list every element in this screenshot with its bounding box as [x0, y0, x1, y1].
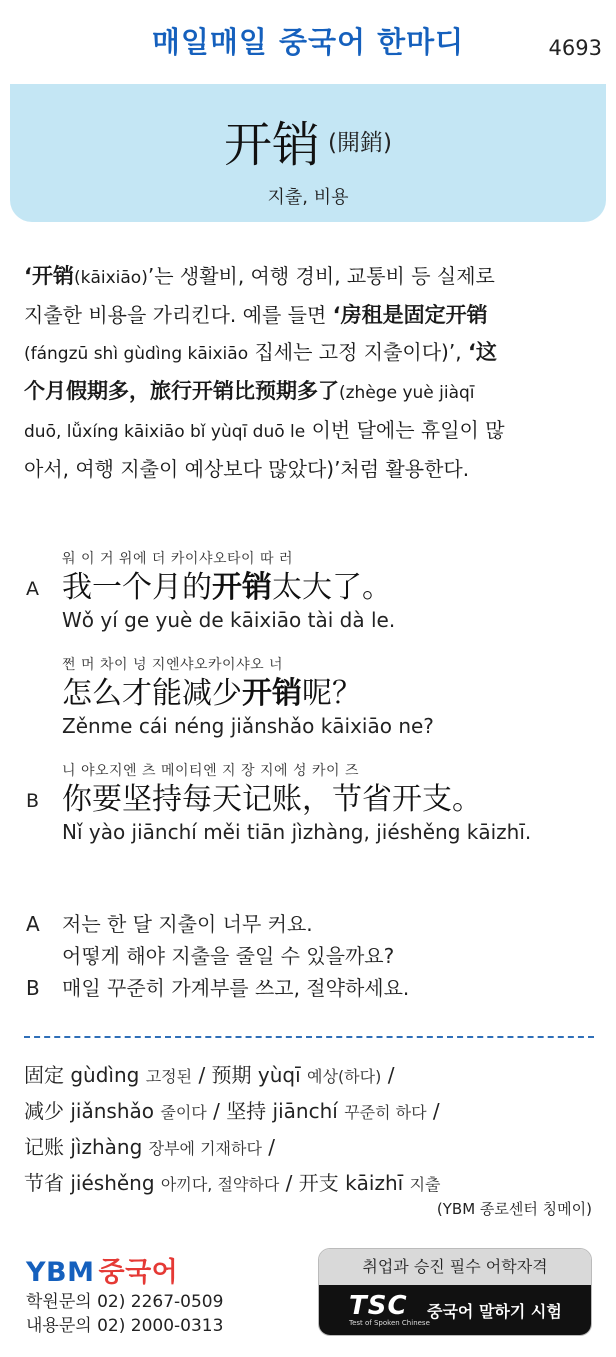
explanation-line [24, 297, 602, 334]
pronunciation-hint: 워 이 거 위에 더 카이샤오타이 따 러 [62, 551, 293, 567]
sentence-text: 我一个月的 [62, 570, 212, 605]
vocab-meaning: 고정된 [145, 1067, 193, 1086]
word-meaning: 지출, 비용 [267, 187, 349, 208]
explanation-pinyin: (zhège yuè jiàqī [339, 383, 475, 403]
author-credit: (YBM 종로센터 칭메이) [436, 1200, 592, 1218]
vocab-meaning: 장부에 기재하다 [148, 1139, 262, 1158]
sentence-text: 怎么才能减少 [62, 676, 242, 711]
speaker-label: B [26, 976, 40, 1000]
explanation-text: 지출한 비용을 가리킨다. 예를 들면 [24, 303, 333, 327]
explanation-text: ’는 생활비, 여행 경비, 교통비 등 실제로 [147, 264, 495, 288]
explanation-line [24, 334, 602, 373]
translation-line [26, 972, 409, 1004]
chinese-sentence [62, 674, 610, 714]
vocab-term: 记账 jìzhàng [24, 1135, 149, 1159]
dashed-divider [24, 1036, 594, 1038]
explanation-line [24, 373, 602, 412]
translation [26, 908, 409, 1004]
vocabulary [24, 1058, 441, 1202]
tsc-tagline: 취업과 승진 필수 어학자격 [319, 1249, 591, 1285]
sentence-text: 呢？ [302, 676, 362, 711]
pinyin-sentence: Zěnme cái néng jiǎnshǎo kāixiāo ne? [62, 714, 434, 738]
pronunciation-hint: 쩐 머 차이 넝 지엔샤오카이샤오 너 [62, 657, 284, 673]
translation-text: 저는 한 달 지출이 너무 커요. [62, 912, 313, 936]
series-title: 매일매일 중국어 한마디 [151, 25, 465, 59]
keyword-highlight: 开销 [242, 676, 302, 711]
speaker-label: B [26, 790, 40, 812]
word-hanzi: 开销 [224, 117, 321, 173]
explanation-paragraph [24, 258, 602, 488]
vocab-term: / 开支 kāizhī [279, 1171, 410, 1195]
explanation-pinyin: (kāixiāo) [73, 268, 148, 288]
tsc-logo-subtitle: Test of Spoken Chinese [349, 1319, 430, 1327]
vocab-term: 节省 jiéshěng [24, 1171, 161, 1195]
vocab-separator: / [426, 1099, 440, 1123]
chinese-sentence [62, 780, 610, 820]
vocab-term: 减少 jiǎnshǎo [24, 1099, 161, 1123]
keyword-highlight: 开销 [212, 570, 272, 605]
explanation-line [24, 451, 602, 488]
pinyin-sentence: Wǒ yí ge yuè de kāixiāo tài dà le. [62, 608, 396, 632]
explanation-text: 이번 달에는 휴일이 많 [305, 418, 505, 442]
tsc-banner [318, 1248, 592, 1336]
pinyin-sentence: Nǐ yào jiānchí měi tiān jìzhàng, jiéshěng kāizhī. [62, 820, 532, 844]
explanation-hanzi: ‘房租是固定开销 [332, 303, 488, 327]
word-line [10, 106, 606, 175]
dialogue-line [20, 760, 610, 848]
contact-academy: 학원문의 02) 2267-0509 [26, 1292, 224, 1312]
sentence-text: 太大了。 [272, 570, 392, 605]
word-box [10, 84, 606, 222]
explanation-text: 집세는 고정 지출이다)’, [248, 340, 468, 364]
header [0, 0, 616, 84]
speaker-label: A [26, 578, 39, 600]
explanation-line [24, 412, 602, 451]
translation-line [26, 908, 409, 940]
tsc-logo: TSC [349, 1291, 408, 1321]
vocab-row [24, 1130, 441, 1166]
explanation-pinyin: (fángzū shì gùdìng kāixiāo [24, 344, 249, 364]
vocab-meaning: 꾸준히 하다 [344, 1103, 427, 1122]
translation-text: 어떻게 해야 지출을 줄일 수 있을까요? [62, 944, 395, 968]
explanation-hanzi: ‘开销 [24, 264, 74, 288]
vocab-row [24, 1166, 441, 1202]
vocab-meaning: 줄이다 [160, 1103, 207, 1122]
dialogue [20, 548, 610, 866]
speaker-label: A [26, 912, 40, 936]
vocab-meaning: 예상(하다) [307, 1067, 382, 1086]
tsc-bar [319, 1285, 591, 1335]
translation-text: 매일 꾸준히 가계부를 쓰고, 절약하세요. [62, 976, 410, 1000]
explanation-hanzi: 个月假期多，旅行开销比预期多了 [24, 379, 339, 403]
vocab-term: 固定 gùdìng [24, 1063, 146, 1087]
translation-line [26, 940, 409, 972]
vocab-term: / 坚持 jiānchí [206, 1099, 345, 1123]
vocab-separator: / [381, 1063, 395, 1087]
vocab-meaning: 아끼다, 절약하다 [160, 1175, 280, 1194]
explanation-text: 아서, 여행 지출이 예상보다 많았다)’처럼 활용한다. [24, 457, 470, 481]
explanation-pinyin: duō, lǚxíng kāixiāo bǐ yùqī duō le [24, 422, 306, 442]
vocab-term: / 预期 yùqī [192, 1063, 308, 1087]
vocab-separator: / [261, 1135, 276, 1159]
dialogue-line [20, 654, 610, 742]
dialogue-line [20, 548, 610, 636]
chinese-sentence [62, 568, 610, 608]
vocab-row [24, 1094, 441, 1130]
pronunciation-hint: 니 야오지엔 츠 메이티엔 지 장 지에 성 카이 즈 [62, 763, 359, 779]
issue-number: 4693 [548, 36, 602, 60]
sentence-text: 你要坚持每天记账，节省开支。 [62, 782, 482, 817]
ybm-logo-text: YBM [26, 1257, 95, 1288]
ybm-logo-chinese: 중국어 [98, 1257, 179, 1288]
ybm-logo [26, 1250, 178, 1289]
explanation-line [24, 258, 602, 297]
tsc-title: 중국어 말하기 시험 [427, 1302, 562, 1321]
vocab-row [24, 1058, 441, 1094]
contact-content: 내용문의 02) 2000-0313 [26, 1316, 224, 1336]
contact-info [26, 1290, 223, 1338]
vocab-meaning: 지출 [409, 1175, 441, 1194]
word-traditional: (開銷) [328, 130, 392, 156]
explanation-hanzi: ‘这 [467, 340, 497, 364]
